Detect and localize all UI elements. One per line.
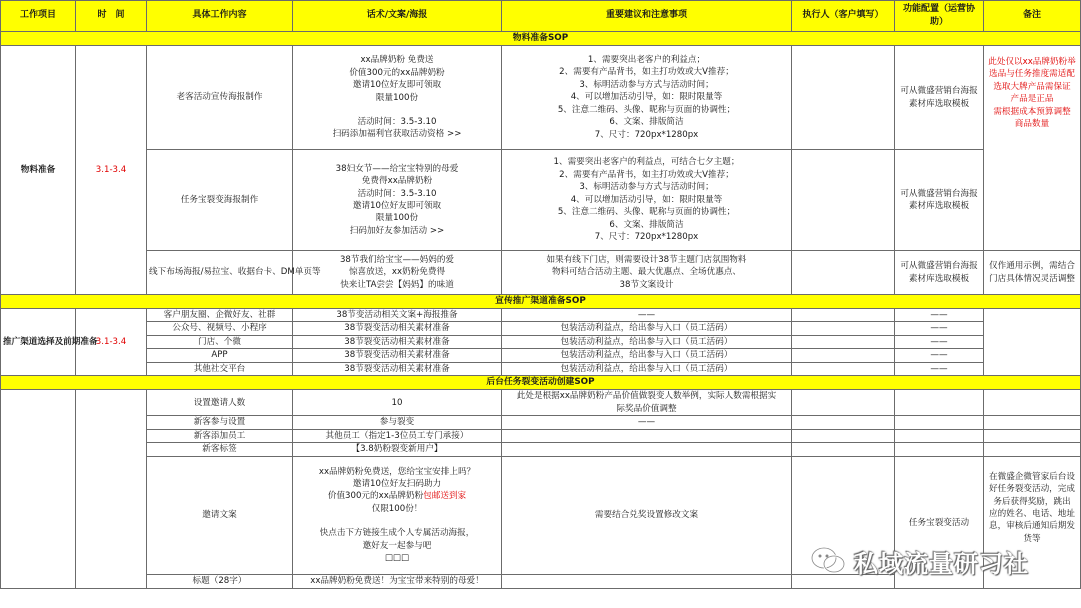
cell-executor[interactable] <box>792 335 895 348</box>
cell-note[interactable] <box>984 429 1081 442</box>
cell-note[interactable] <box>984 443 1081 456</box>
cell-advice[interactable] <box>502 390 792 416</box>
advice-line: 6、文案、排版简洁 <box>609 219 684 230</box>
advice-line: 5、注意二维码、头像、昵称与页面的协调性； <box>557 207 736 218</box>
advice-line: 3、标明活动参与方式与活动时间； <box>579 182 714 193</box>
advice-line: 1、需要突出老客户的利益点； <box>587 54 706 65</box>
cell-config[interactable] <box>895 390 984 416</box>
advice-line: 2、需要有产品背书，如主打功效或大V推荐； <box>559 67 734 78</box>
advice-line: 6、文案、排版简洁 <box>609 117 684 128</box>
section-row <box>1 376 1081 390</box>
table-row <box>1 456 1081 574</box>
note-line: 商品数量 <box>1014 119 1050 130</box>
note-line: 需根据成本预算调整 <box>993 106 1071 117</box>
copy-line: 活动时间：3.5-3.10 <box>357 116 437 127</box>
note-line: 息，审核后通知后期发 <box>989 521 1075 532</box>
note-line: 产品是正品 <box>1010 94 1054 105</box>
cell-project[interactable]: 物料准备 <box>1 46 76 295</box>
note-line: 务后获得奖励，跳出 <box>993 496 1071 507</box>
copy-line: 扫码添加福利官获取活动资格 >> <box>332 129 462 140</box>
cell-task[interactable]: 任务宝裂变海报制作 <box>147 150 293 251</box>
config-line: 可从微盛营销台海报 <box>900 188 978 199</box>
note-line: 仅作通用示例，需结合 <box>989 261 1075 272</box>
cell-task[interactable]: APP <box>147 349 293 362</box>
table-row <box>1 349 1081 362</box>
note-line: 在微盛企微管家后台设 <box>989 471 1075 482</box>
cell-task[interactable]: 其他社交平台 <box>147 362 293 375</box>
cell-time[interactable]: 3.1-3.4 <box>76 309 147 376</box>
copy-line: 价值300元的xx品牌奶粉 <box>349 67 445 78</box>
note-line: 货等 <box>1023 533 1041 544</box>
cell-config[interactable] <box>895 150 984 251</box>
cell-config[interactable] <box>895 443 984 456</box>
header-advice[interactable]: 重要建议和注意事项 <box>502 1 792 32</box>
cell-copy[interactable] <box>293 150 502 251</box>
cell-advice[interactable] <box>502 251 792 295</box>
cell-copy[interactable]: 【3.8奶粉裂变新用户】 <box>293 443 502 456</box>
note-line: 好任务裂变活动，完成 <box>989 484 1075 495</box>
cell-advice[interactable] <box>502 429 792 442</box>
cell-copy[interactable]: 38节裂变活动相关素材准备 <box>293 335 502 348</box>
cell-advice[interactable] <box>502 574 792 588</box>
table-row <box>1 46 1081 150</box>
cell-advice[interactable]: 包装活动利益点，给出参与入口（员工活码） <box>502 335 792 348</box>
cell-task[interactable]: 门店、个微 <box>147 335 293 348</box>
advice-line: 4、可以增加活动引导，如：限时限量等 <box>570 194 723 205</box>
cell-copy[interactable] <box>293 46 502 150</box>
note-line: 选品与任务推度需适配 <box>989 69 1075 80</box>
cell-config[interactable] <box>895 429 984 442</box>
config-line: 可从微盛营销台海报 <box>900 261 978 272</box>
cell-advice[interactable] <box>502 443 792 456</box>
cell-time[interactable] <box>76 390 147 588</box>
cell-config[interactable]: —— <box>895 322 984 335</box>
copy-line: 邀请10位好友即可领取 <box>352 80 442 91</box>
cell-config[interactable] <box>895 251 984 295</box>
cell-advice[interactable] <box>502 150 792 251</box>
watermark-text: 私域流量研习社 <box>854 549 1029 578</box>
cell-copy[interactable]: xx品牌奶粉免费送！为宝宝带来特别的母爱！ <box>293 574 502 588</box>
cell-copy[interactable]: 38节裂变活动相关素材准备 <box>293 349 502 362</box>
copy-line: 邀请10位好友扫码助力 <box>352 478 442 489</box>
config-line: 素材库选取模板 <box>908 201 970 211</box>
advice-line: 物料可结合活动主题、最大优惠点、全场优惠点、 <box>551 267 742 278</box>
cell-copy[interactable]: 10 <box>293 390 502 416</box>
cell-advice[interactable]: 包装活动利益点，给出参与入口（员工活码） <box>502 322 792 335</box>
cell-task[interactable]: 客户朋友圈、企微好友、社群 <box>147 309 293 322</box>
cell-config[interactable]: —— <box>895 335 984 348</box>
advice-line: 4、可以增加活动引导，如：限时限量等 <box>570 92 723 103</box>
header-copy[interactable]: 话术/文案/海报 <box>293 1 502 32</box>
cell-copy[interactable] <box>293 456 502 574</box>
table-row <box>1 416 1081 429</box>
advice-line: 7、尺寸：720px*1280px <box>594 232 699 243</box>
header-time[interactable]: 时 间 <box>76 1 147 32</box>
cell-executor[interactable] <box>792 456 895 574</box>
cell-note[interactable] <box>984 456 1081 588</box>
copy-line: 扫码加好友参加活动 >> <box>349 225 445 236</box>
advice-line: 3、标明活动参与方式与活动时间； <box>579 79 714 90</box>
cell-advice[interactable] <box>502 46 792 150</box>
cell-config[interactable]: —— <box>895 309 984 322</box>
cell-note[interactable] <box>984 416 1081 429</box>
copy-fragment: 价值300元的xx品牌奶粉 <box>327 491 424 502</box>
table-row <box>1 322 1081 335</box>
copy-line: 免费得xx品牌奶粉 <box>361 176 433 187</box>
cell-task[interactable]: 老客活动宣传海报制作 <box>147 46 293 150</box>
copy-line: □□□ <box>384 553 410 564</box>
cell-advice[interactable]: 包装活动利益点，给出参与入口（员工活码） <box>502 362 792 375</box>
cell-task[interactable]: 新客添加员工 <box>147 429 293 442</box>
cell-advice[interactable]: —— <box>502 309 792 322</box>
table-row <box>1 390 1081 416</box>
table-row <box>1 429 1081 442</box>
advice-line: 如果有线下门店，则需要设计38节主题门店氛围物料 <box>546 254 747 265</box>
table-row <box>1 335 1081 348</box>
note-line: 应的姓名、电话、地址 <box>989 508 1075 519</box>
section-row <box>1 32 1081 46</box>
cell-copy[interactable]: 38节变活动相关文案+海报推备 <box>293 309 502 322</box>
cell-copy[interactable]: 参与裂变 <box>293 416 502 429</box>
note-line: 门店具体情况灵活调整 <box>989 273 1075 284</box>
table-row <box>1 309 1081 322</box>
cell-advice[interactable]: 需要结合兑奖设置修改文案 <box>502 456 792 574</box>
cell-config[interactable]: —— <box>895 362 984 375</box>
header-project[interactable]: 工作项目 <box>1 1 76 32</box>
advice-line: 此处是根据xx品牌奶粉产品价值做裂变人数举例，实际人数需根据实 <box>516 391 777 402</box>
cell-config[interactable]: 任务宝裂变活动 <box>895 456 984 588</box>
cell-executor[interactable] <box>792 390 895 416</box>
copy-line: 仅限100份！ <box>371 503 423 514</box>
copy-line: 快来让TA尝尝【妈妈】的味道 <box>340 279 454 290</box>
cell-executor[interactable] <box>792 443 895 456</box>
cell-copy[interactable]: 38节裂变活动相关素材准备 <box>293 362 502 375</box>
cell-task[interactable]: 标题（28字） <box>147 574 293 588</box>
header-note[interactable]: 备注 <box>984 1 1081 32</box>
copy-line <box>295 490 499 502</box>
copy-line: 惊喜放送，xx奶粉免费得 <box>348 267 446 278</box>
copy-line: xx品牌奶粉 免费送 <box>360 55 434 66</box>
table-row <box>1 150 1081 251</box>
cell-executor[interactable] <box>792 349 895 362</box>
header-row <box>1 1 1081 32</box>
cell-config[interactable] <box>895 416 984 429</box>
cell-executor[interactable] <box>792 150 895 251</box>
cell-executor[interactable] <box>792 46 895 150</box>
cell-config[interactable]: —— <box>895 349 984 362</box>
section-channel-sop[interactable]: 宣传推广渠道准备SOP <box>1 295 1081 309</box>
copy-line: xx品牌奶粉免费送，您给宝宝安排上吗？ <box>318 466 476 477</box>
cell-advice[interactable]: 包装活动利益点，给出参与入口（员工活码） <box>502 349 792 362</box>
copy-line: 限量100份 <box>375 213 419 224</box>
copy-line <box>295 515 499 527</box>
copy-line: 邀请10位好友即可领取 <box>352 201 442 211</box>
cell-task[interactable]: 公众号、视频号、小程序 <box>147 322 293 335</box>
note-line: 选取大牌产品需保证 <box>993 81 1071 92</box>
header-task[interactable]: 具体工作内容 <box>147 1 293 32</box>
advice-line: 38节文案设计 <box>619 279 674 290</box>
config-line: 可从微盛营销台海报 <box>900 86 978 97</box>
table-row <box>1 251 1081 295</box>
cell-executor[interactable] <box>792 309 895 322</box>
copy-line <box>295 104 499 116</box>
cell-task[interactable]: 邀请文案 <box>147 456 293 574</box>
cell-executor[interactable] <box>792 429 895 442</box>
advice-line: 7、尺寸：720px*1280px <box>594 129 699 140</box>
advice-line: 1、需要突出老客户的利益点，可结合七夕主题； <box>553 157 740 168</box>
table-row <box>1 362 1081 375</box>
cell-copy[interactable] <box>293 251 502 295</box>
table-row <box>1 443 1081 456</box>
cell-executor[interactable] <box>792 574 895 588</box>
advice-line: 5、注意二维码、头像、昵称与页面的协调性； <box>557 104 736 115</box>
section-row <box>1 295 1081 309</box>
cell-note[interactable] <box>984 390 1081 416</box>
copy-line: 快点击下方链接生成个人专属活动海报， <box>319 528 475 539</box>
cell-executor[interactable] <box>792 251 895 295</box>
cell-note[interactable] <box>984 251 1081 295</box>
section-material-sop[interactable]: 物料准备SOP <box>1 32 1081 46</box>
cell-task[interactable]: 线下布场海报/易拉宝、收据台卡、DM单页等 <box>147 251 293 295</box>
cell-executor[interactable] <box>792 362 895 375</box>
header-config[interactable]: 功能配置（运营协助） <box>895 1 984 32</box>
cell-config[interactable] <box>895 46 984 150</box>
config-line: 素材库选取模板 <box>908 273 970 284</box>
copy-highlight: 包邮送到家 <box>423 491 467 502</box>
cell-advice[interactable]: —— <box>502 416 792 429</box>
config-line: 素材库选取模板 <box>908 98 970 109</box>
cell-task[interactable]: 新客参与设置 <box>147 416 293 429</box>
cell-task[interactable]: 新客标签 <box>147 443 293 456</box>
copy-line: 邀好友一起参与吧 <box>362 540 432 551</box>
cell-copy[interactable]: 38节裂变活动相关素材准备 <box>293 322 502 335</box>
cell-project[interactable] <box>1 390 76 588</box>
advice-line: 际奖品价值调整 <box>616 403 677 414</box>
cell-time[interactable]: 3.1-3.4 <box>76 46 147 295</box>
cell-note[interactable] <box>984 46 1081 251</box>
cell-copy[interactable]: 其他员工（指定1-3位员工专门承接） <box>293 429 502 442</box>
advice-line: 2、需要有产品背书，如主打功效或大V推荐； <box>559 169 734 180</box>
note-line: 此处仅以xx品牌奶粉举 <box>988 57 1076 67</box>
cell-note[interactable] <box>984 309 1081 376</box>
copy-line: 38节我们给宝宝——妈妈的爱 <box>339 254 455 265</box>
cell-project[interactable]: 推广渠道选择及前期准备 <box>1 309 76 376</box>
header-executor[interactable]: 执行人（客户填写） <box>792 1 895 32</box>
copy-line: 限量100份 <box>375 92 419 103</box>
cell-executor[interactable] <box>792 322 895 335</box>
cell-executor[interactable] <box>792 416 895 429</box>
cell-task[interactable]: 设置邀请人数 <box>147 390 293 416</box>
section-backend-sop[interactable]: 后台任务裂变活动创建SOP <box>1 376 1081 390</box>
copy-line: 活动时间：3.5-3.10 <box>357 188 437 199</box>
copy-line: 38妇女节——给宝宝特别的母爱 <box>335 163 459 174</box>
